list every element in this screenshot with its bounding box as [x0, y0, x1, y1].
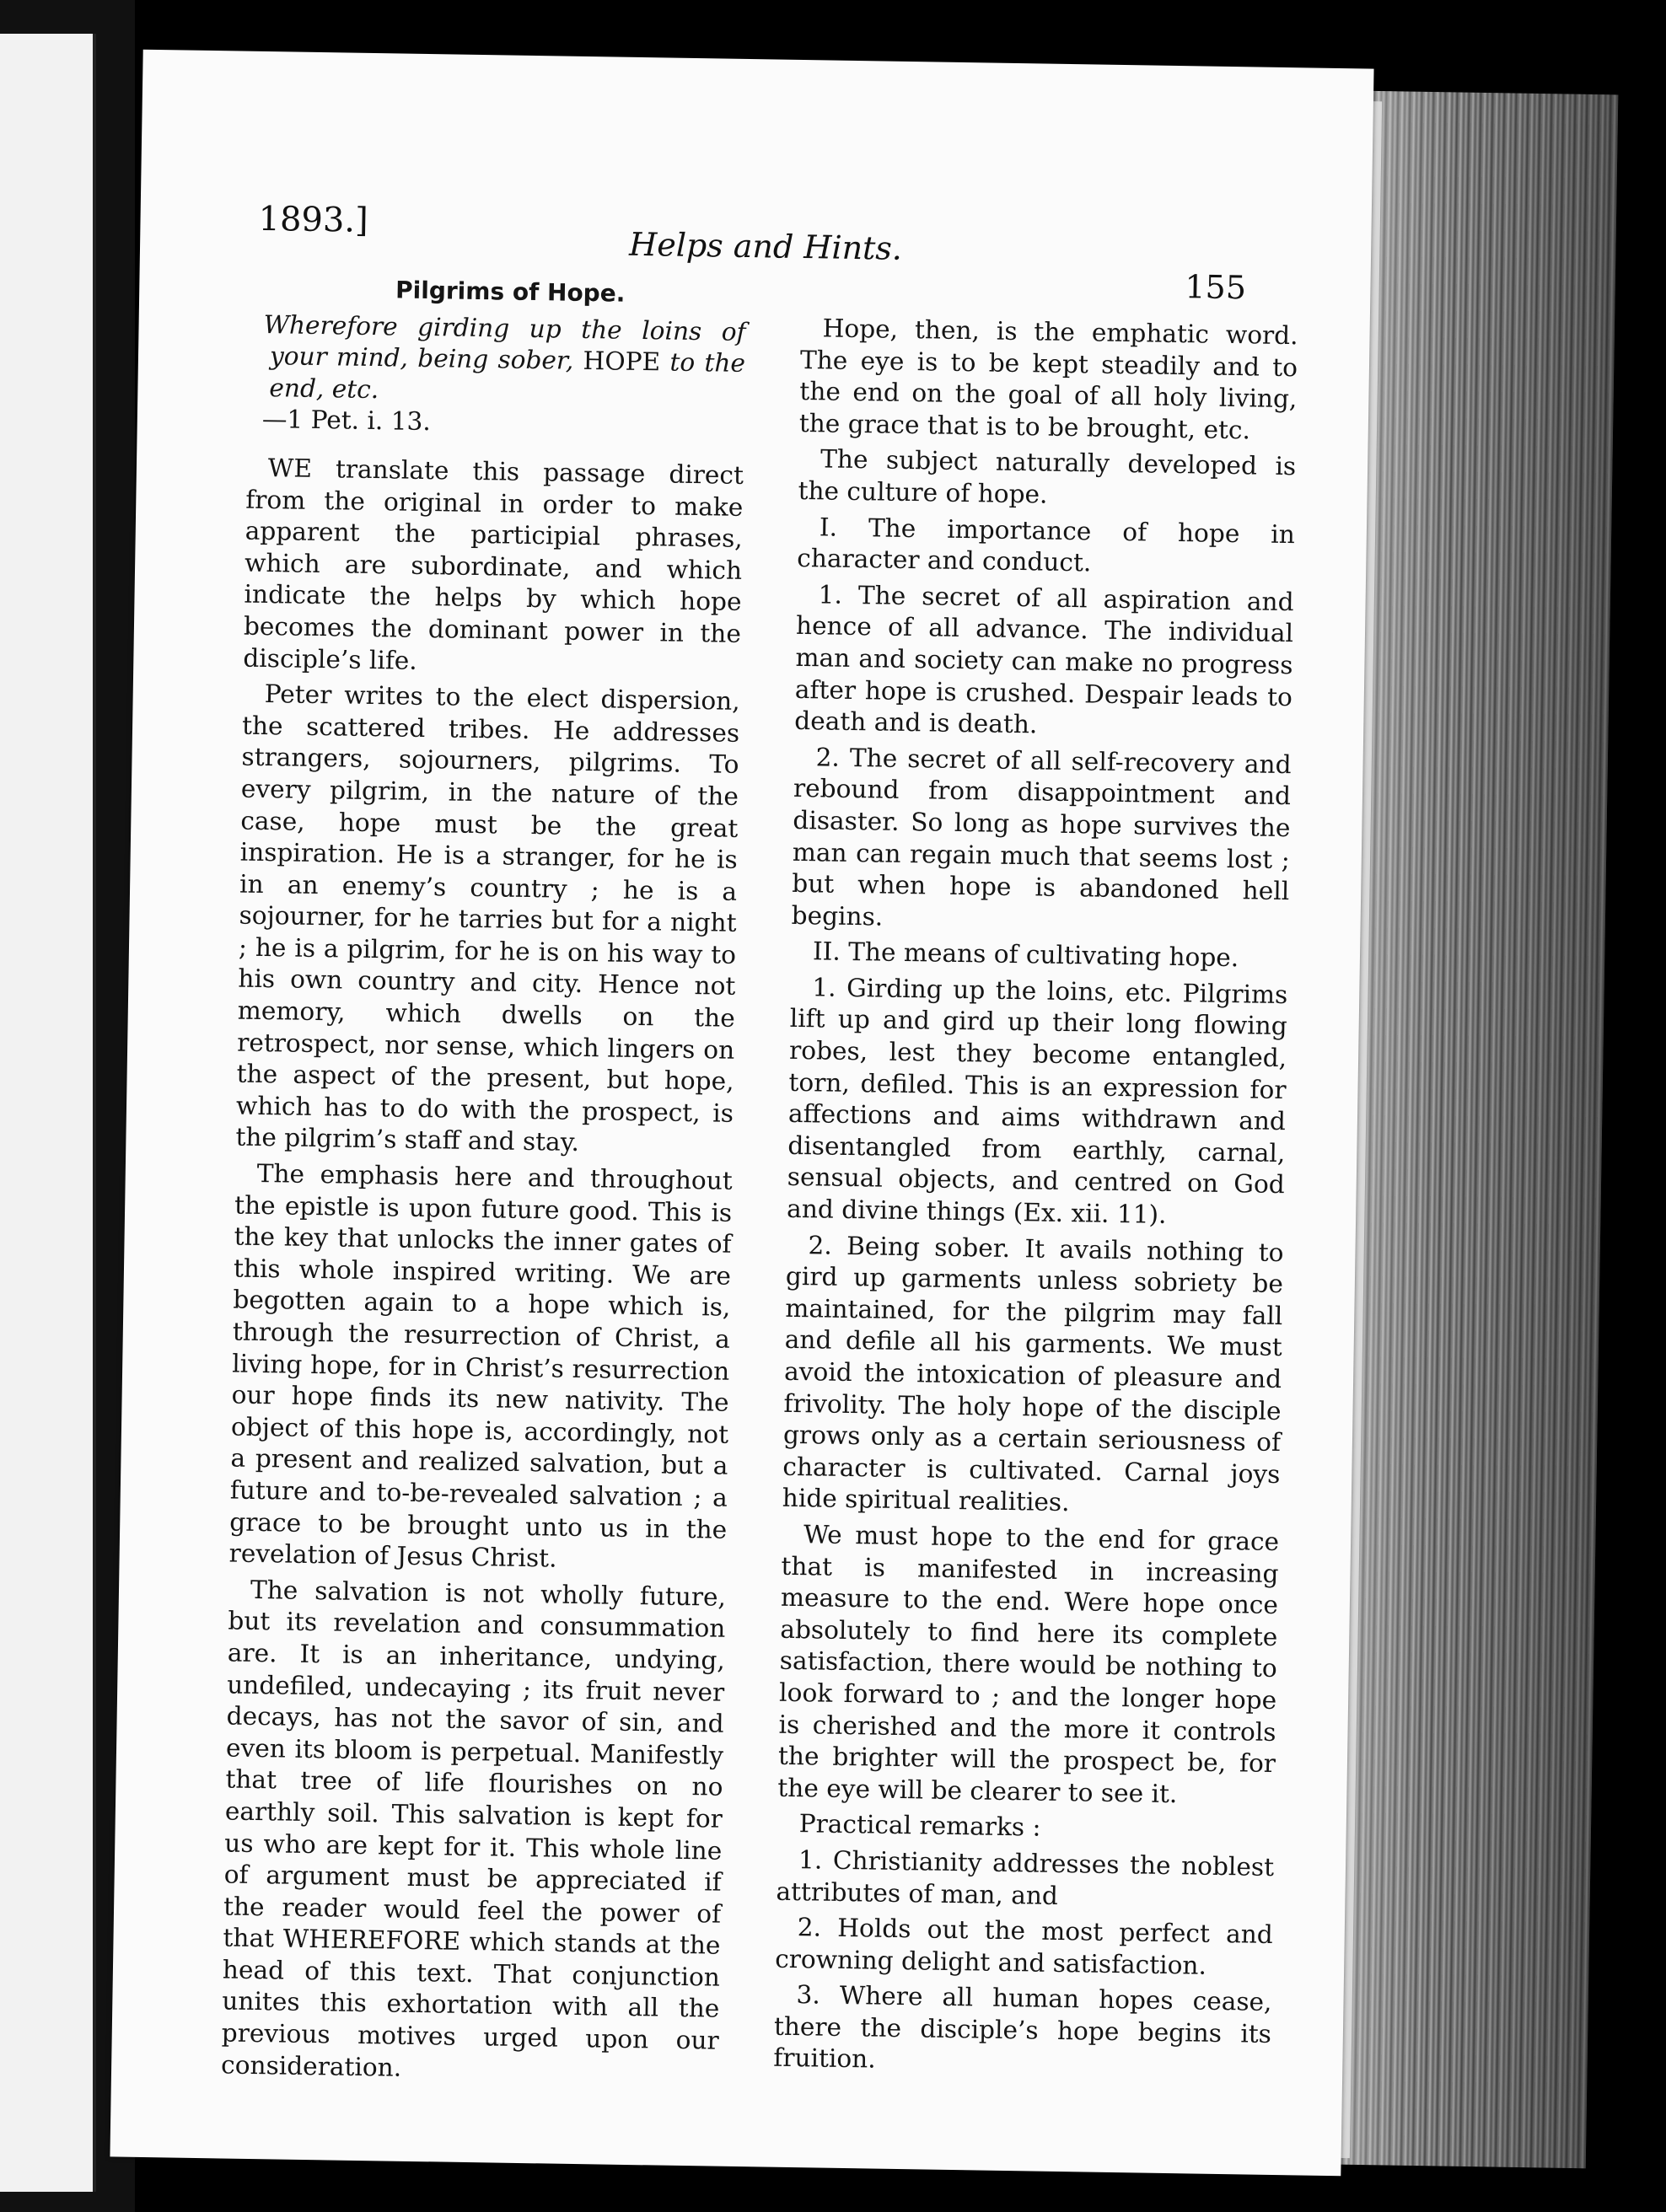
paragraph: Hope, then, is the emphatic word. The eye is to be kept steadily and to the end on the goal of all holy living, the grace that is to be brought, etc.	[798, 314, 1298, 445]
paragraph: WE translate this passage direct from the original in order to make apparent the participial phrases, which are subordinate, and which indicate the helps by which hope becomes the dominant power in the disciple’s life.	[243, 454, 744, 675]
paragraph: The emphasis here and throughout the epistle is upon future good. This is the key that unlocks the inner gates of this whole inspired writing. We are begotten again to a hope which is, through the resurrection of Christ, a living hope, for in Christ’s resurrection our hope finds its new nativity. The object of this hope is, accordingly, not a present and realized salvation, but a future and to-be-revealed salvation ; a grace to be brought unto us in the revelation of Jesus Christ.	[228, 1159, 733, 1573]
epigraph-tail: to the end, etc.	[269, 347, 746, 404]
paragraph: 2. Being sober. It avails nothing to gird up garments unless sobriety be maintained, for the pilgrim may fall and defile all his garments. We must avoid the intoxication of pleasure and frivolity. The holy hope of the disciple grows only as a certain seriousness of character is cultivated. Carnal joys hide spiritual realities.	[782, 1230, 1284, 1517]
remarks-heading: Practical remarks :	[798, 1809, 1041, 1842]
paragraph: 3. Where all human hopes cease, there the disciple’s hope begins its fruition.	[773, 1980, 1272, 2075]
epigraph-text: Wherefore girding up the loins of your mind, being sober,	[263, 309, 746, 375]
paragraph: 1. Christianity addresses the noblest attributes of man, and	[776, 1845, 1275, 1910]
running-head-year: 1893.]	[258, 199, 369, 240]
right-column	[773, 313, 1298, 2086]
section-heading: I. The importance of hope in character and conduct.	[797, 512, 1296, 577]
running-head-title: Helps and Hints.	[628, 225, 903, 267]
paragraph: 1. Girding up the loins, etc. Pilgrims lift up and gird up their long flowing robes, lest they become entangled, torn, defiled. This is an expression for affections and aims withdrawn and disentangled from earthly, carnal, sensual objects, and centred on God and divine things (Ex. xii. 11).	[786, 973, 1288, 1229]
paragraph: The salvation is not wholly future, but its revelation and consummation are. It is an inheritance, undying, undefiled, undecaying ; its fruit never decays, has not the savor of sin, and even its bloom is perpetual. Manifestly that tree of life flourishes on no earthly soil. This salvation is kept for us who are kept for it. This whole line of argument must be appreciated if the reader would feel the power of that WHEREFORE which stands at the head of this text. That conjunction unites this exhortation with all the previous motives urged upon our consideration.	[220, 1575, 727, 2082]
paragraph: We must hope to the end for grace that is manifested in increasing measure to the end. Were hope once absolutely to find here its complete satisfaction, there would be nothing to look forward to ; and the longer hope is cherished and the more it controls the brighter will the prospect be, for the eye will be clearer to see it.	[777, 1520, 1280, 1808]
left-column	[221, 272, 747, 2093]
epigraph	[247, 309, 746, 443]
section-heading: II. The means of cultivating hope.	[812, 937, 1239, 973]
book-page	[110, 50, 1373, 2177]
paragraph: 2. Holds out the most perfect and crowning delight and satisfaction.	[774, 1913, 1274, 1980]
epigraph-reference: —1 Pet. i. 13.	[261, 405, 432, 437]
page-number: 155	[1185, 268, 1247, 307]
paragraph: Peter writes to the elect dispersion, the scattered tribes. He addresses strangers, sojourners, pilgrims. To every pilgrim, in the nature of the case, hope must be the great inspiration. He is a stranger, for he is in an enemy’s country ; he is a sojourner, for he tarries but for a night ; he is a pilgrim, for he is on his way to his own country and city. Hence not memory, which dwells on the retrospect, nor sense, which lingers on the aspect of the present, but hope, which has to do with the prospect, is the pilgrim’s staff and stay.	[235, 679, 740, 1157]
paragraph: 2. The secret of all self-recovery and rebound from disappointment and disaster. So long as hope survives the man can regain much that seems lost ; but when hope is abandoned hell begins.	[791, 743, 1292, 932]
paragraph: 1. The secret of all aspiration and hence of all advance. The individual man and society can make no progress after hope is crushed. Despair leads to death and is death.	[794, 580, 1294, 739]
article-title: Pilgrims of Hope.	[395, 276, 626, 308]
paragraph: The subject naturally developed is the culture of hope.	[798, 444, 1297, 509]
epigraph-keyword: HOPE	[583, 346, 661, 377]
facing-page-edge	[0, 34, 96, 2192]
